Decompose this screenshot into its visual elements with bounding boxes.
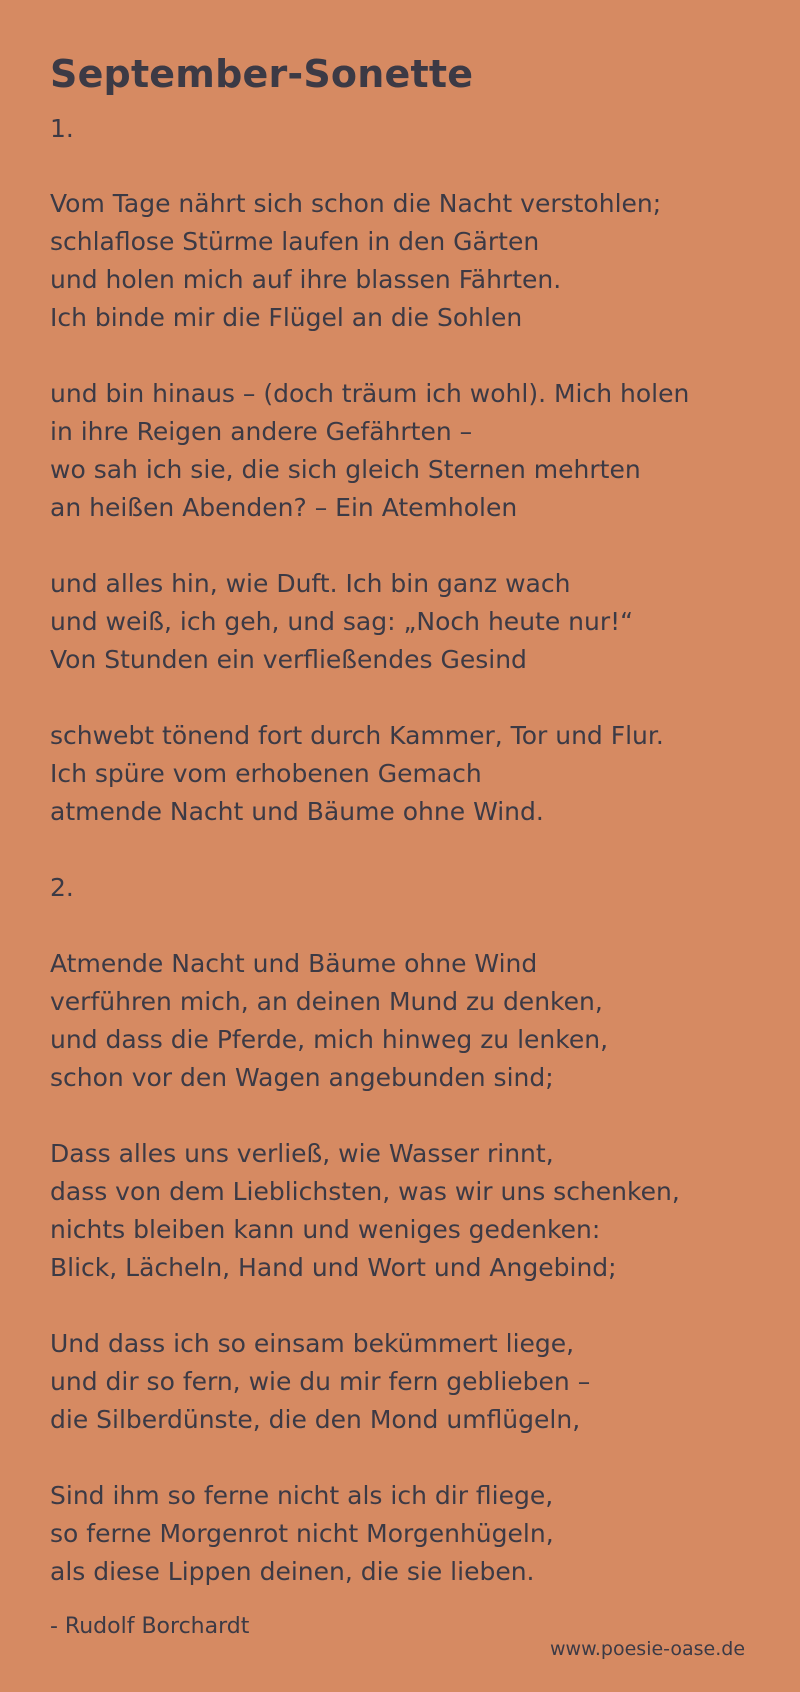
poem-line: Dass alles uns verließ, wie Wasser rinnt,	[50, 1139, 554, 1168]
poem-line: und bin hinaus – (doch träum ich wohl). Mich holen	[50, 379, 690, 408]
poem-line: atmende Nacht und Bäume ohne Wind.	[50, 797, 544, 826]
poem-line: so ferne Morgenrot nicht Morgenhügeln,	[50, 1519, 554, 1548]
stanza	[50, 1477, 554, 1591]
poem-line: Sind ihm so ferne nicht als ich dir fliege,	[50, 1481, 554, 1510]
poem-line: Vom Tage nährt sich schon die Nacht verstohlen;	[50, 189, 662, 218]
stanza	[50, 565, 633, 679]
stanza	[50, 717, 664, 831]
poem-line: in ihre Reigen andere Gefährten –	[50, 417, 473, 446]
website-credit: www.poesie-oase.de	[550, 1638, 746, 1660]
poem-line: wo sah ich sie, die sich gleich Sternen mehrten	[50, 455, 641, 484]
poem-line: und holen mich auf ihre blassen Fährten.	[50, 265, 562, 294]
stanza	[50, 375, 689, 527]
poem-line: an heißen Abenden? – Ein Atemholen	[50, 493, 518, 522]
poem-line: schlaflose Stürme laufen in den Gärten	[50, 227, 540, 256]
poem-line: schon vor den Wagen angebunden sind;	[50, 1063, 554, 1092]
poem-title: September-Sonette	[50, 52, 474, 96]
stanza	[50, 1135, 680, 1287]
poem-line: nichts bleiben kann und weniges gedenken:	[50, 1215, 601, 1244]
section-number: 2.	[50, 873, 74, 902]
poem-line: und dir so fern, wie du mir fern geblieben –	[50, 1367, 591, 1396]
author-credit: - Rudolf Borchardt	[50, 1614, 250, 1639]
stanza	[50, 185, 661, 337]
poem-line: Atmende Nacht und Bäume ohne Wind	[50, 949, 538, 978]
poem-line: und alles hin, wie Duft. Ich bin ganz wach	[50, 569, 571, 598]
stanza	[50, 1325, 590, 1439]
poem-line: die Silberdünste, die den Mond umflügeln,	[50, 1405, 581, 1434]
poem-line: Blick, Lächeln, Hand und Wort und Angebind;	[50, 1253, 617, 1282]
section-number: 1.	[50, 114, 74, 143]
poem-line: als diese Lippen deinen, die sie lieben.	[50, 1557, 535, 1586]
poem-line: Von Stunden ein verfließendes Gesind	[50, 645, 527, 674]
poem-line: und weiß, ich geh, und sag: „Noch heute nur!“	[50, 607, 634, 636]
poem-line: verführen mich, an deinen Mund zu denken,	[50, 987, 603, 1016]
poem-line: Ich spüre vom erhobenen Gemach	[50, 759, 482, 788]
poem-line: dass von dem Lieblichsten, was wir uns schenken,	[50, 1177, 680, 1206]
stanza	[50, 945, 608, 1097]
poem-line: schwebt tönend fort durch Kammer, Tor und Flur.	[50, 721, 664, 750]
poem-line: und dass die Pferde, mich hinweg zu lenken,	[50, 1025, 609, 1054]
poem-line: Und dass ich so einsam bekümmert liege,	[50, 1329, 575, 1358]
poem-line: Ich binde mir die Flügel an die Sohlen	[50, 303, 523, 332]
